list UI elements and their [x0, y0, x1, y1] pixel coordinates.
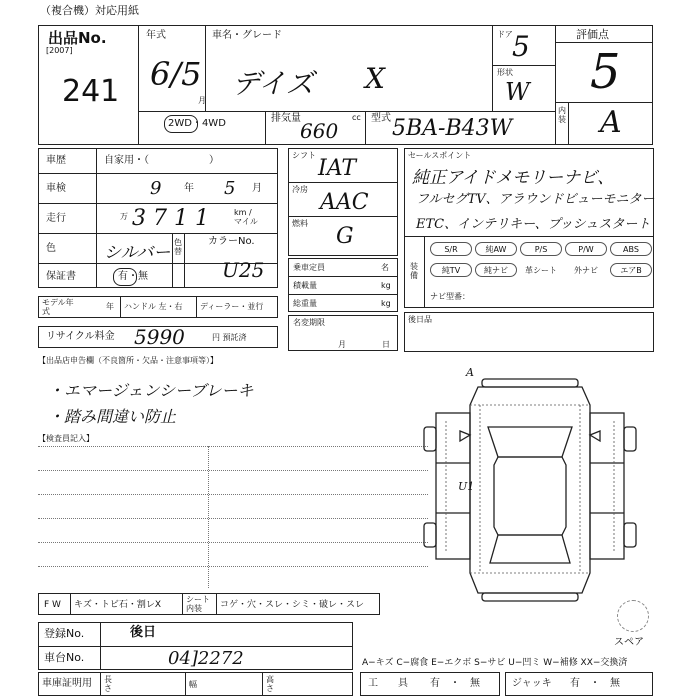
interior-label: 内装: [558, 106, 566, 124]
rating-score: 5: [590, 44, 621, 100]
warranty-value: 有・無: [118, 271, 148, 282]
model-label: 型式: [371, 113, 391, 124]
nav-model-label: ナビ型番：: [430, 292, 470, 301]
aircon-value: AAC: [320, 190, 369, 215]
month-unit: 月: [252, 183, 262, 194]
sales-point-3: ETC、インテリキー、プッシュスタート: [416, 217, 651, 232]
interior-score: A: [600, 105, 622, 140]
declaration-label: 【出品店申告欄（不良箇所・欠品・注意事項等）】: [38, 356, 218, 365]
sales-point-2: フルセグTV、アラウンドビューモニター: [416, 192, 655, 207]
cert-length: 長さ: [104, 675, 112, 693]
equip-chip-ext-nav: 外ナビ: [574, 266, 598, 275]
door-label: ドア: [497, 30, 513, 39]
car-mirror-right: [590, 431, 600, 441]
gross-unit: kg: [381, 299, 391, 308]
warranty-yes-circle: [113, 268, 137, 286]
recycle-unit: 円 預託済: [212, 333, 247, 342]
model-value: 5BA-B43W: [392, 116, 513, 141]
gross-label: 総重量: [293, 299, 317, 308]
mileage-value: 3 7 1 1: [132, 206, 209, 231]
km-unit: km / マイル: [234, 208, 258, 226]
vehicle-name: デイズ: [232, 67, 314, 100]
registration-value: 後日: [130, 625, 157, 640]
diagram-mark-u1: U1: [458, 480, 475, 493]
car-front-bumper: [482, 379, 578, 387]
sales-point-1: 純正アイドメモリーナビ、: [412, 168, 615, 188]
capacity-unit: 名: [381, 263, 389, 272]
model-year-unit: 年: [106, 302, 114, 311]
equip-chip-sr: S/R: [430, 242, 472, 256]
car-roof: [494, 457, 566, 535]
tools-label: 工 具: [368, 678, 408, 689]
equip-chip-ps: P/S: [520, 242, 562, 256]
declaration-line-2: ・踏み間違い防止: [48, 407, 177, 426]
name-grade-label: 車名・グレード: [212, 30, 282, 41]
diagram-mark-a: A: [466, 366, 474, 379]
tools-value: 有 ・ 無: [430, 678, 480, 689]
equipment-label: 装備: [410, 262, 418, 280]
car-damage-diagram: [420, 365, 640, 615]
cert-label: 車庫証明用: [42, 678, 92, 689]
warranty-label: 保証書: [46, 271, 76, 282]
cc-unit: cc: [352, 113, 361, 122]
car-wheel-rl: [424, 523, 436, 547]
shape-label: 形状: [497, 68, 513, 77]
door-value: 5: [512, 30, 530, 63]
later-label: 後日品: [408, 315, 432, 324]
equip-chip-leather: 革シート: [525, 266, 557, 275]
month-suffix: 月: [198, 96, 206, 105]
seat-value: コゲ・穴・スレ・シミ・破レ・スレ: [220, 600, 365, 610]
renewal-day: 日: [382, 340, 390, 349]
shaken-label: 車検: [46, 183, 66, 194]
displacement-value: 660: [300, 119, 339, 143]
vehicle-grade: X: [365, 62, 385, 95]
lot-year-tag: [2007]: [46, 46, 73, 55]
year-label: 年式: [146, 30, 166, 41]
color-label: 色: [46, 243, 56, 254]
car-windshield: [488, 427, 572, 457]
chassis-label: 車台No.: [44, 651, 85, 664]
spare-label: スペア: [614, 637, 644, 648]
dealer-label: ディーラー・並行: [200, 302, 264, 311]
recycle-amount: 5990: [134, 325, 185, 349]
cert-width: 幅: [189, 680, 197, 689]
shape-value: W: [505, 78, 530, 106]
car-wheel-fl: [424, 427, 436, 451]
lot-number: 241: [62, 74, 120, 109]
color-no-value: U25: [222, 258, 265, 282]
fw-value: キズ・トビ石・割レX: [74, 600, 161, 610]
jack-label: ジャッキ: [512, 678, 552, 689]
damage-legend: A−キズ C−腐食 E−エクボ S−サビ U−凹ミ W−補修 XX−交換済: [362, 658, 628, 668]
equip-chip-abs: ABS: [610, 242, 652, 256]
shift-value: IAT: [318, 156, 357, 181]
car-body-outline: [470, 387, 590, 593]
equip-chip-alloy: 純AW: [475, 242, 517, 256]
fuel-value: G: [336, 224, 354, 249]
aircon-label: 冷房: [292, 185, 308, 194]
color-value: シルバー: [104, 243, 171, 263]
car-wheel-rr: [624, 523, 636, 547]
model-year-label: モデル年式: [42, 298, 74, 316]
declaration-line-1: ・エマージェンシーブレーキ: [48, 381, 254, 400]
mileage-man-unit: 万: [120, 212, 128, 221]
color-no-label: カラーNo.: [208, 236, 255, 247]
equip-chip-nav: 純ナビ: [475, 263, 517, 277]
shift-label: シフト: [292, 151, 316, 160]
cert-height: 高さ: [266, 675, 274, 693]
displacement-label: 排気量: [271, 113, 301, 124]
drive-label: 2WD・4WD: [168, 118, 226, 129]
year-month-value: 6/5: [150, 55, 202, 93]
year-unit: 年: [184, 183, 194, 194]
equip-chip-pw: P/W: [565, 242, 607, 256]
mileage-label: 走行: [46, 213, 66, 224]
equip-chip-airbag: エアB: [610, 263, 652, 277]
jack-value: 有 ・ 無: [570, 678, 620, 689]
form-header-note: （複合機）対応用紙: [40, 4, 139, 17]
sales-points-label: セールスポイント: [408, 151, 472, 160]
load-unit: kg: [381, 281, 391, 290]
fuel-label: 燃料: [292, 219, 308, 228]
drive-2wd-circle: [164, 115, 198, 133]
car-rear-bumper: [482, 593, 578, 601]
car-wheel-fr: [624, 427, 636, 451]
history-value: 自家用・（ ）: [104, 155, 219, 166]
later-block: [404, 312, 654, 352]
shaken-month: 5: [224, 178, 236, 199]
load-label: 積載量: [293, 281, 317, 290]
handle-label: ハンドル 左・右: [124, 302, 183, 311]
inspector-label: 【検査員記入】: [38, 434, 94, 443]
equip-chip-tv: 純TV: [430, 263, 472, 277]
lot-label: 出品No.: [48, 29, 107, 47]
history-label: 車歴: [46, 155, 66, 166]
renewal-label: 名変期限: [293, 318, 325, 327]
seat-label: シート内装: [186, 595, 210, 613]
chassis-value: 04]2272: [168, 648, 244, 669]
rating-label: 評価点: [576, 28, 609, 41]
car-side-panel-right: [590, 413, 624, 559]
recycle-label: リサイクル料金: [46, 331, 115, 342]
car-mirror-left: [460, 431, 470, 441]
color-change-label: 色替: [174, 238, 182, 256]
car-rear-window: [490, 535, 570, 563]
fw-label: F W: [44, 600, 61, 610]
top-block: [38, 25, 653, 145]
shaken-year: 9: [150, 178, 162, 199]
capacity-label: 乗車定員: [293, 263, 325, 272]
renewal-month: 月: [338, 340, 346, 349]
registration-label: 登録No.: [44, 627, 85, 640]
spare-tire-icon: [617, 600, 649, 632]
